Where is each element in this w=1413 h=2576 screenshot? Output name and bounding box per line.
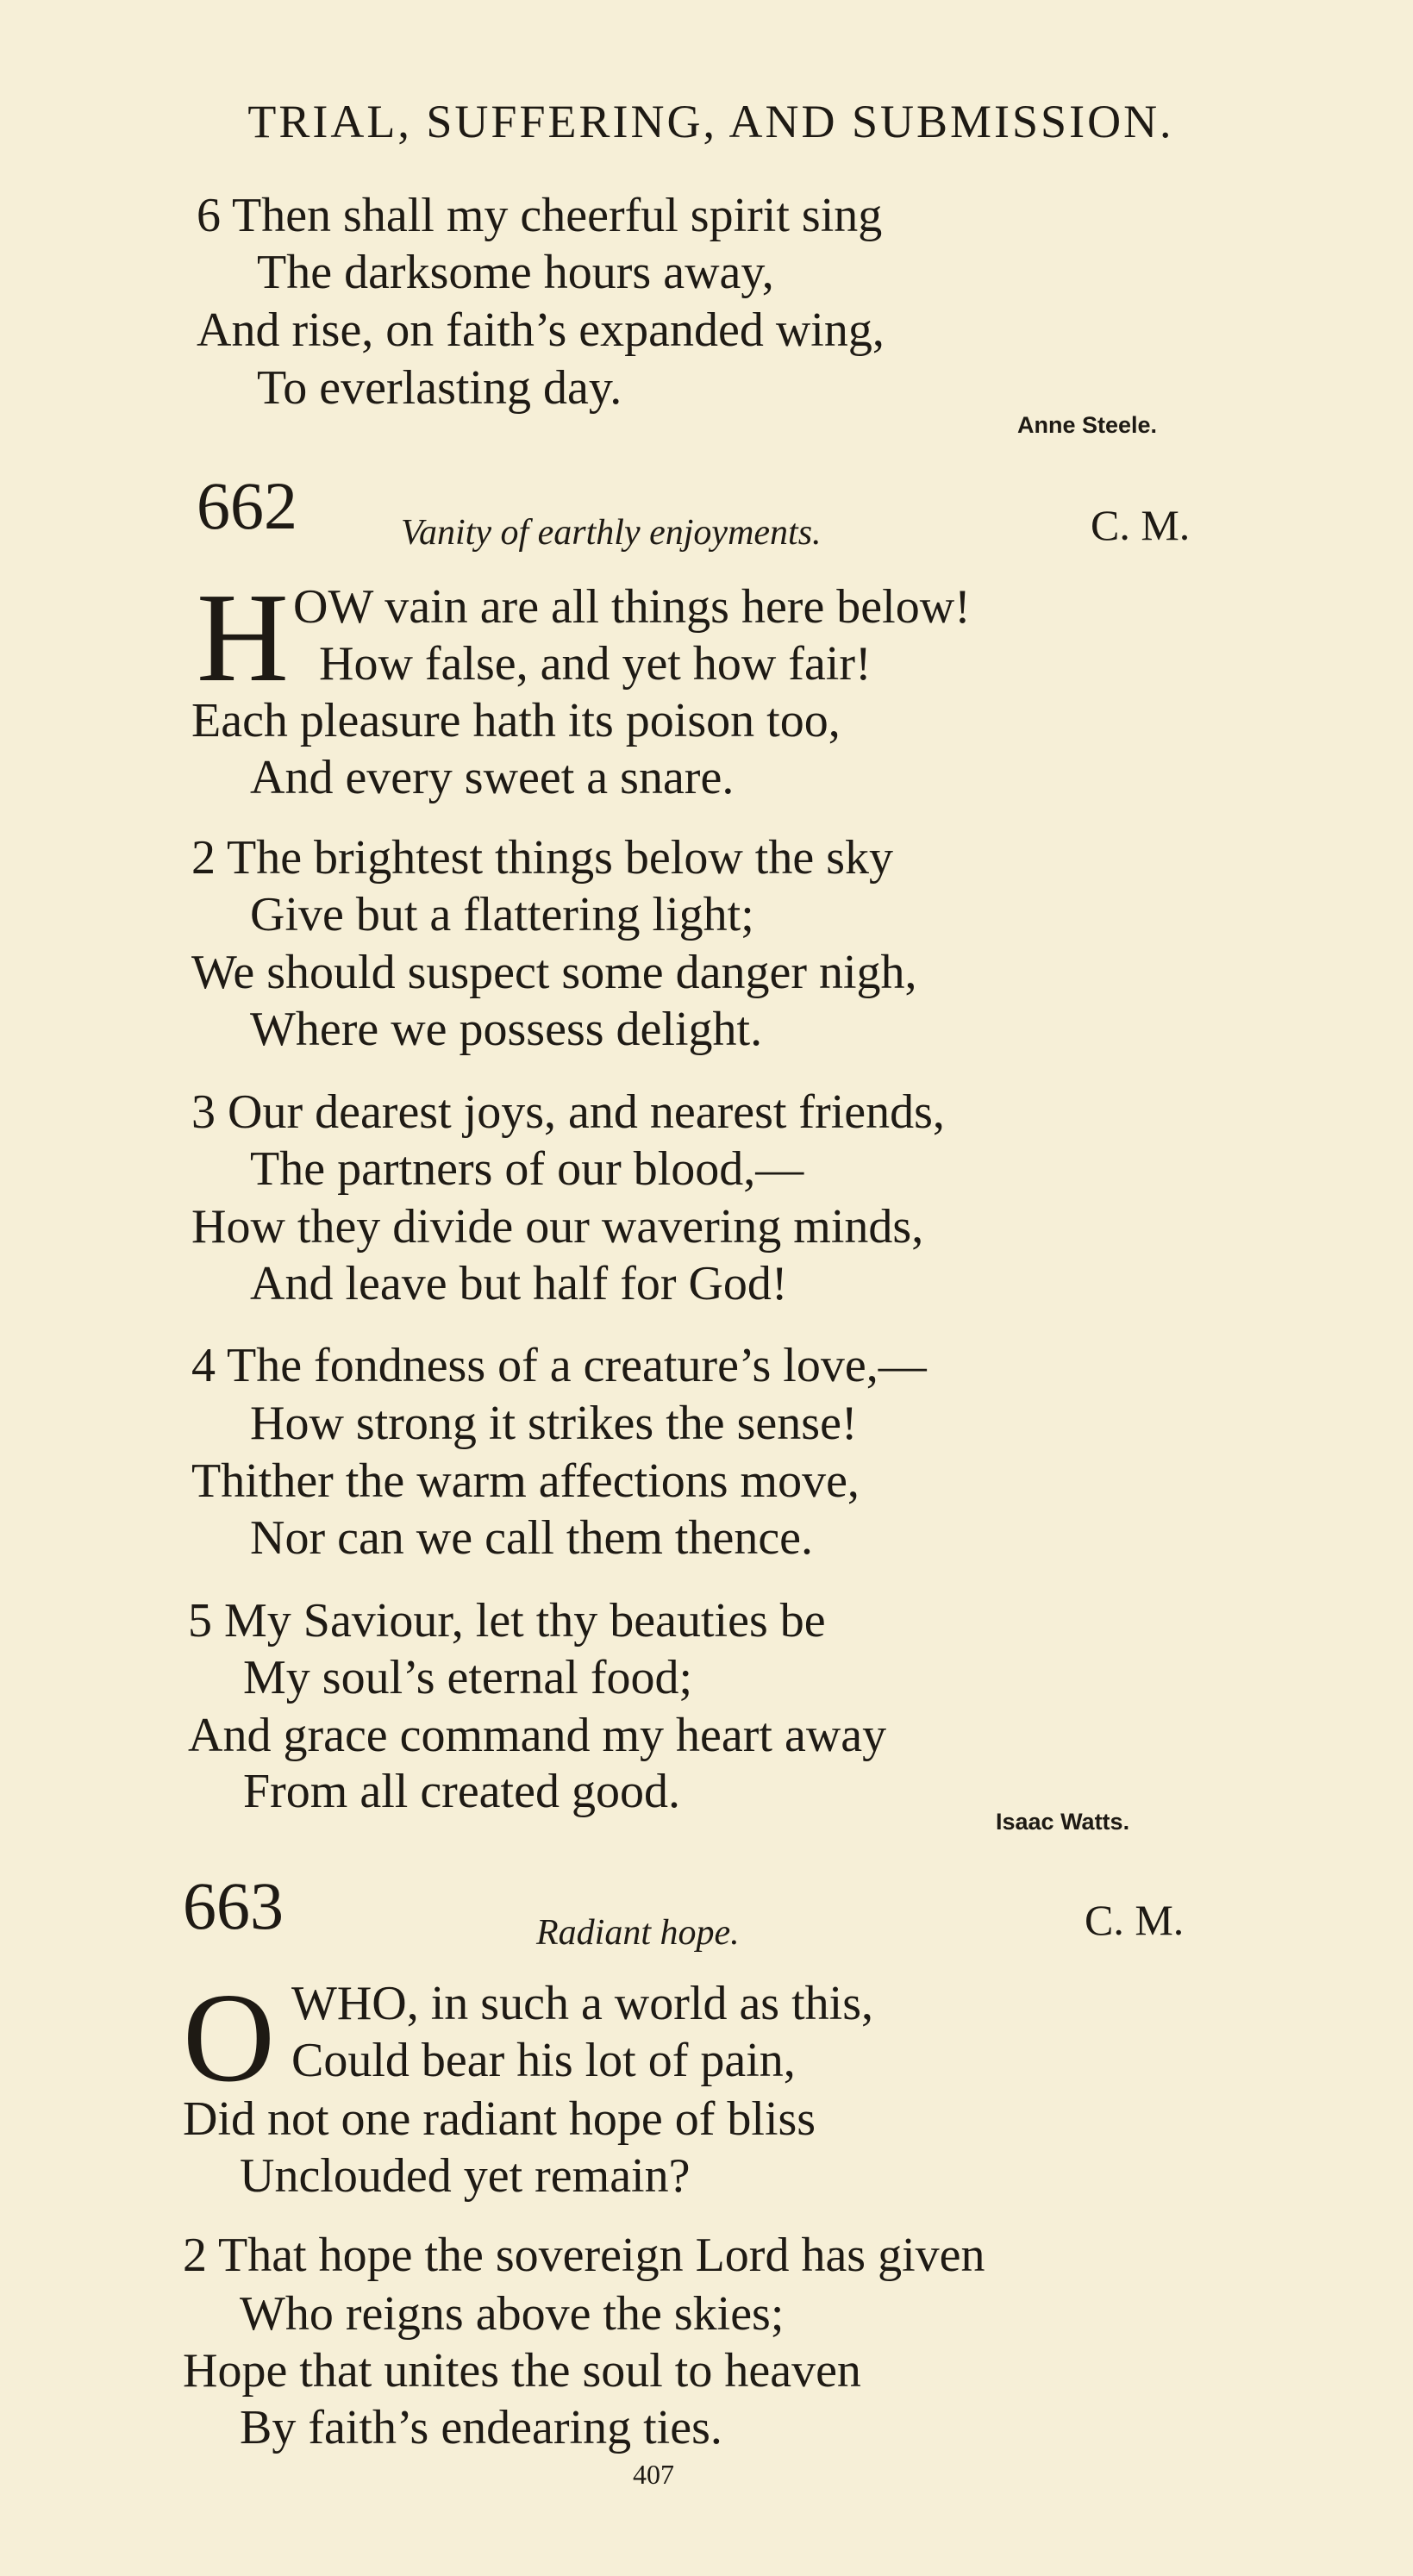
verse-line: WHO, in such a world as this, xyxy=(291,1977,874,2030)
hymn-meter: C. M. xyxy=(1091,501,1191,549)
verse-line: Did not one radiant hope of bliss xyxy=(183,2092,816,2146)
hymn-number: 662 xyxy=(197,468,297,543)
verse-line: Nor can we call them thence. xyxy=(250,1511,814,1565)
drop-cap: H xyxy=(197,567,289,709)
verse-line: The darksome hours away, xyxy=(257,246,774,299)
verse-line: 2 The brightest things below the sky xyxy=(191,831,893,885)
verse-line: And leave but half for God! xyxy=(250,1257,788,1310)
verse-line: From all created good. xyxy=(243,1765,680,1818)
hymn-number: 663 xyxy=(183,1868,284,1943)
verse-line: Thither the warm affections move, xyxy=(191,1454,860,1508)
page-header: TRIAL, SUFFERING, AND SUBMISSION. xyxy=(247,96,1174,147)
author-attribution: Anne Steele. xyxy=(1017,412,1158,438)
verse-line: Who reigns above the skies; xyxy=(240,2287,785,2341)
verse-line: And grace command my heart away xyxy=(188,1709,887,1762)
verse-line: By faith’s endearing ties. xyxy=(240,2401,722,2454)
verse-line: 6 Then shall my cheerful spirit sing xyxy=(197,189,883,242)
verse-line: OW vain are all things here below! xyxy=(293,580,971,634)
verse-line: Where we possess delight. xyxy=(250,1003,763,1056)
verse-line: Hope that unites the soul to heaven xyxy=(183,2344,861,2398)
verse-line: Give but a flattering light; xyxy=(250,888,754,941)
verse-line: 4 The fondness of a creature’s love,— xyxy=(191,1339,927,1392)
verse-line: Unclouded yet remain? xyxy=(240,2149,691,2203)
verse-line: Each pleasure hath its poison too, xyxy=(191,694,841,747)
verse-line: And every sweet a snare. xyxy=(250,751,735,804)
verse-line: We should suspect some danger nigh, xyxy=(191,946,917,999)
verse-line: How false, and yet how fair! xyxy=(319,637,872,691)
verse-line: How they divide our wavering minds, xyxy=(191,1200,924,1254)
hymn-title: Vanity of earthly enjoyments. xyxy=(401,513,822,553)
author-attribution: Isaac Watts. xyxy=(996,1809,1130,1835)
page-number: 407 xyxy=(633,2459,674,2490)
verse-line: My soul’s eternal food; xyxy=(243,1651,693,1704)
drop-cap: O xyxy=(183,1967,275,2109)
verse-line: 2 That hope the sovereign Lord has given xyxy=(183,2229,985,2282)
verse-line: How strong it strikes the sense! xyxy=(250,1397,858,1450)
verse-line: 3 Our dearest joys, and nearest friends, xyxy=(191,1085,945,1139)
verse-line: To everlasting day. xyxy=(257,361,622,415)
hymn-meter: C. M. xyxy=(1085,1896,1185,1944)
verse-line: The partners of our blood,— xyxy=(250,1142,804,1196)
verse-line: 5 My Saviour, let thy beauties be xyxy=(188,1594,826,1648)
verse-line: And rise, on faith’s expanded wing, xyxy=(197,303,885,357)
hymn-title: Radiant hope. xyxy=(536,1913,740,1953)
verse-line: Could bear his lot of pain, xyxy=(291,2034,796,2087)
